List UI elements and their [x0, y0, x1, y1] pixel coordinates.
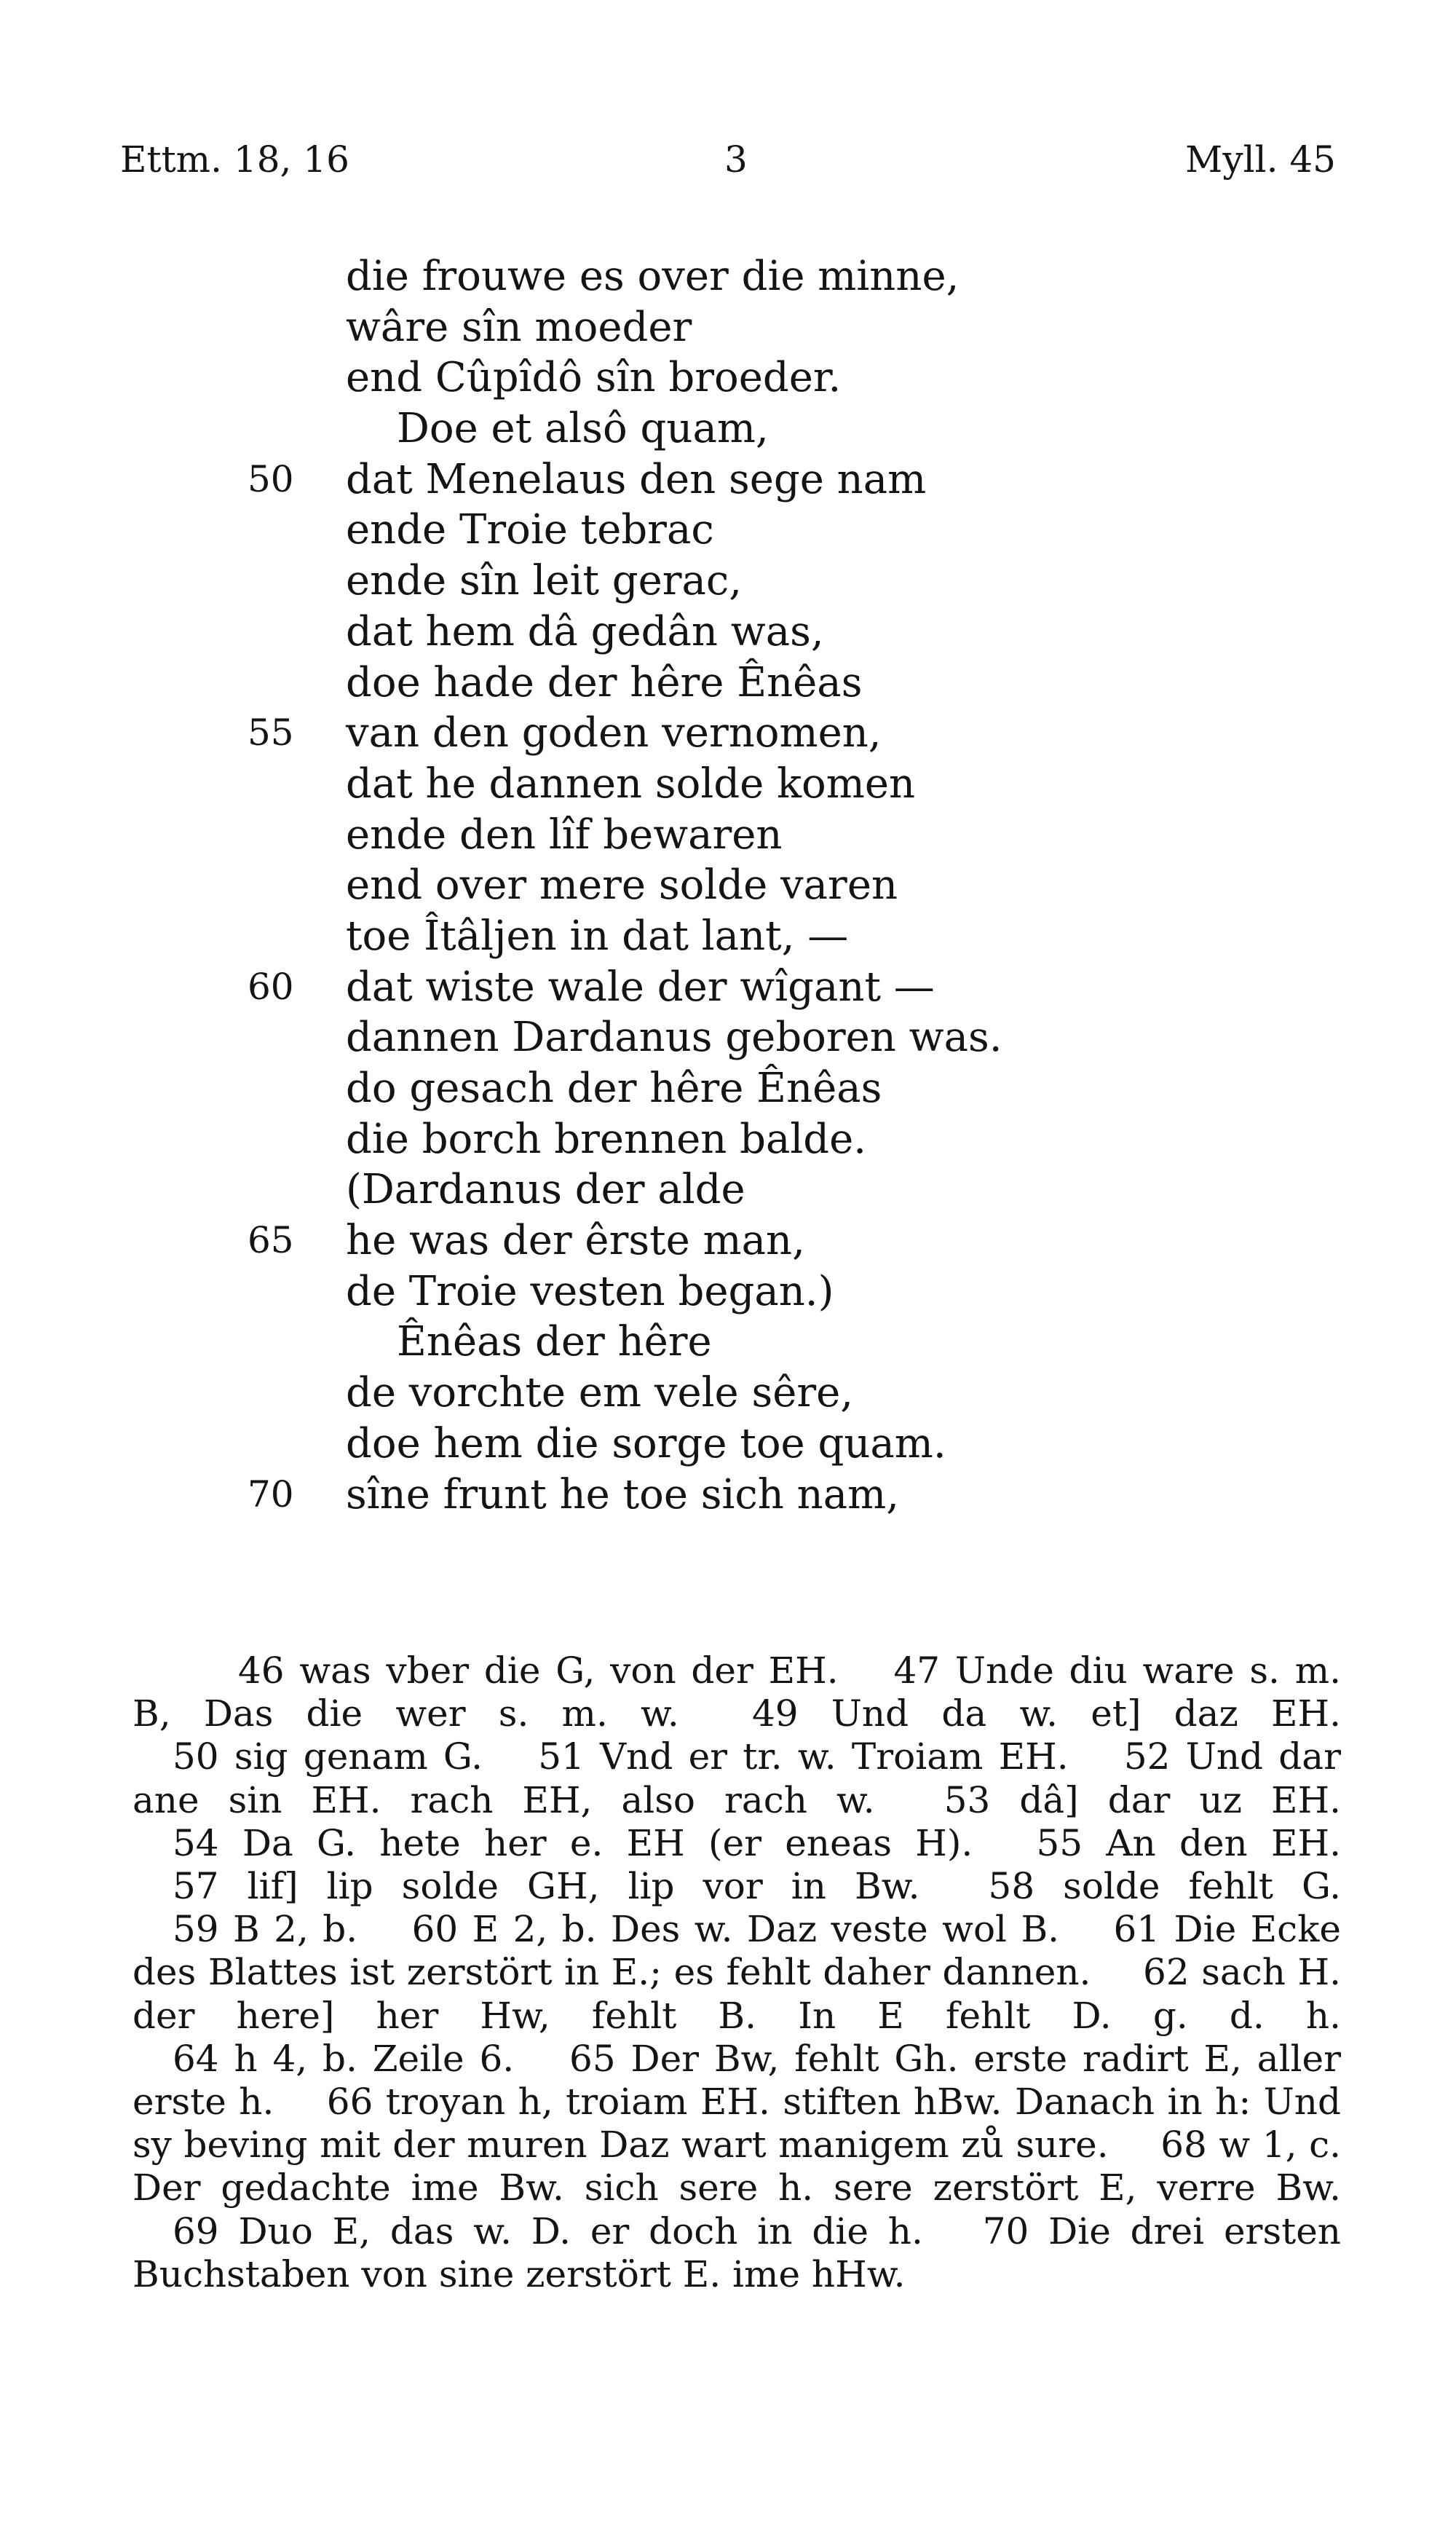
- apparatus-note: 64 h 4, b. Zeile 6.: [173, 2037, 515, 2080]
- verse-line: [218, 759, 1092, 810]
- apparatus-note: 61 Die Ecke des Blattes ist zerstört in E.; es fehlt daher dannen.: [132, 1908, 1341, 1994]
- verse-text: do gesach der hêre Ênêas: [346, 1065, 882, 1112]
- verse-text: doe hade der hêre Ênêas: [346, 658, 863, 706]
- verse-line: [218, 860, 1092, 911]
- verse-line: [218, 1368, 1092, 1419]
- critical-apparatus: [132, 1649, 1341, 2296]
- apparatus-note: 59 B 2, b.: [173, 1908, 358, 1951]
- verse-line: [218, 1012, 1092, 1063]
- verse-line: [218, 403, 1092, 454]
- verse-text: (Dardanus der alde: [346, 1166, 745, 1214]
- apparatus-note: 54 Da G. hete her e. EH (er eneas H).: [173, 1821, 973, 1864]
- verse-line: [218, 1419, 1092, 1470]
- apparatus-paragraph: [132, 1649, 1341, 2296]
- verse-line: [218, 962, 1092, 1013]
- verse-text: dat wiste wale der wîgant —: [346, 963, 935, 1011]
- verse-text: dat Menelaus den sege nam: [346, 455, 927, 503]
- verse-text: die frouwe es over die minne,: [346, 253, 960, 300]
- line-number: 50: [248, 457, 294, 500]
- verse-line: [218, 658, 1092, 709]
- header-left: Ettm. 18, 16: [120, 138, 349, 181]
- verse-text: toe Îtâljen in dat lant, —: [346, 912, 849, 960]
- apparatus-note: 68 w 1, c. Der gedachte ime Bw. sich sere h. sere zerstört E, verre Bw.: [132, 2124, 1341, 2209]
- line-number: 70: [248, 1472, 294, 1515]
- verse-text: wâre sîn moeder: [346, 303, 692, 351]
- verse-text: ende Troie tebrac: [346, 506, 714, 554]
- apparatus-note: 66 troyan h, troiam EH. stiften hBw. Danach in h: Und sy beving mit der muren Daz wart manigem zů sure.: [132, 2081, 1341, 2167]
- apparatus-note: 49 Und da w. et] daz EH.: [751, 1692, 1341, 1735]
- verse-text: Doe et alsô quam,: [397, 405, 769, 453]
- verse-line: [218, 454, 1092, 505]
- verse-text: sîne frunt he toe sich nam,: [346, 1470, 899, 1518]
- line-number: 60: [248, 965, 294, 1008]
- verse-text: dannen Dardanus geboren was.: [346, 1014, 1002, 1062]
- verse-line: [218, 556, 1092, 607]
- verse-text: dat hem dâ gedân was,: [346, 607, 824, 655]
- verse-text: he was der êrste man,: [346, 1217, 805, 1265]
- verse-text: ende den lîf bewaren: [346, 811, 783, 859]
- verse-line: [218, 302, 1092, 353]
- apparatus-note: 53 dâ] dar uz EH.: [943, 1778, 1341, 1821]
- verse-text: de vorchte em vele sêre,: [346, 1369, 854, 1417]
- verse-line: [218, 1164, 1092, 1215]
- apparatus-note: 50 sig genam G.: [173, 1735, 483, 1778]
- line-number: 65: [248, 1219, 294, 1262]
- apparatus-note: 69 Duo E, das w. D. er doch in die h.: [173, 2209, 923, 2252]
- verse-text: de Troie vesten began.): [346, 1267, 834, 1315]
- page-header: [120, 138, 1336, 189]
- verse-text: ende sîn leit gerac,: [346, 557, 743, 605]
- apparatus-note: 51 Vnd er tr. w. Troiam EH.: [538, 1735, 1069, 1778]
- page-number: 3: [724, 138, 748, 181]
- verse-text: end Cûpîdô sîn broeder.: [346, 354, 842, 402]
- verse-line: [218, 1063, 1092, 1114]
- verse-text: van den goden vernomen,: [346, 709, 882, 757]
- verse-line: [218, 607, 1092, 658]
- verse-line: [218, 251, 1092, 302]
- verse-line: [218, 505, 1092, 556]
- line-number: 55: [248, 711, 294, 754]
- apparatus-note: 55 An den EH.: [1036, 1821, 1341, 1864]
- apparatus-note: 60 E 2, b. Des w. Daz veste wol B.: [411, 1908, 1060, 1951]
- apparatus-note: 62 sach H. der here] her Hw, fehlt B. In E fehlt D. g. d. h.: [132, 1951, 1341, 2037]
- verse-text: end over mere solde varen: [346, 862, 898, 910]
- verse-line: [218, 1114, 1092, 1165]
- verse-line: [218, 352, 1092, 403]
- apparatus-note: 57 lif] lip solde GH, lip vor in Bw.: [173, 1865, 920, 1908]
- verse-block: [218, 251, 1092, 1520]
- verse-line: [218, 911, 1092, 962]
- verse-text: die borch brennen balde.: [346, 1115, 867, 1163]
- apparatus-note: 47 Unde diu ware s. m. B, Das die wer s. m. w.: [132, 1649, 1341, 1735]
- verse-text: dat he dannen solde komen: [346, 760, 916, 808]
- verse-line: [218, 1215, 1092, 1266]
- apparatus-note: 52 Und dar ane sin EH. rach EH, also rach w.: [132, 1735, 1341, 1821]
- header-right: Myll. 45: [1185, 138, 1336, 181]
- apparatus-note: 65 Der Bw, fehlt Gh. erste radirt E, aller erste h.: [132, 2037, 1341, 2124]
- apparatus-note: 70 Die drei ersten Buchstaben von sine zerstört E. ime hHw.: [132, 2209, 1341, 2295]
- apparatus-note: 46 was vber die G, von der EH.: [238, 1649, 839, 1692]
- verse-line: [218, 1266, 1092, 1317]
- verse-line: [218, 810, 1092, 861]
- verse-text: doe hem die sorge toe quam.: [346, 1419, 946, 1467]
- verse-line: [218, 708, 1092, 759]
- apparatus-note: 58 solde fehlt G.: [988, 1865, 1341, 1908]
- verse-line: [218, 1470, 1092, 1521]
- verse-line: [218, 1317, 1092, 1368]
- verse-text: Ênêas der hêre: [397, 1318, 712, 1366]
